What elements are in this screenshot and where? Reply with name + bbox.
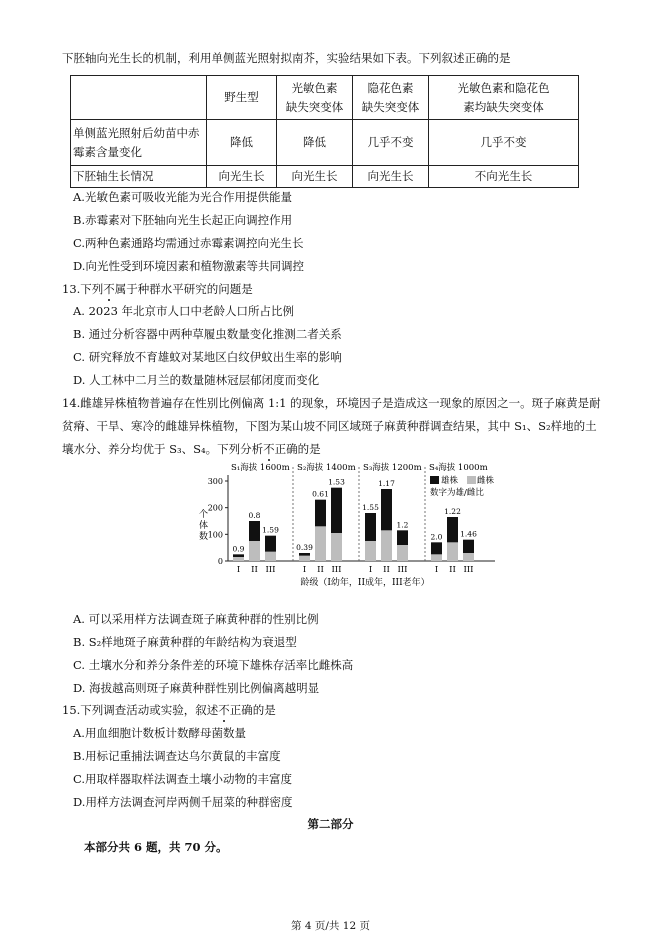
bar-male bbox=[365, 513, 376, 541]
q12-option-c: C.两种色素通路均需通过赤霉素调控向光生长 bbox=[73, 236, 304, 250]
population-chart bbox=[195, 461, 505, 589]
bar-male bbox=[431, 542, 442, 554]
bar-female bbox=[447, 542, 458, 561]
ratio-label: 2.0 bbox=[430, 532, 443, 542]
ratio-label: 0.61 bbox=[312, 489, 329, 499]
bar-male bbox=[397, 530, 408, 545]
bar-male bbox=[315, 500, 326, 527]
bar-female bbox=[397, 545, 408, 561]
bar-male bbox=[249, 521, 260, 541]
table-cell: 光敏色素和隐花色 素均缺失突变体 bbox=[429, 76, 579, 120]
x-tick-label: II bbox=[383, 565, 390, 575]
bar-male bbox=[447, 517, 458, 542]
q15-option-a: A.用血细胞计数板计数酵母菌数量 bbox=[73, 726, 246, 740]
ratio-label: 1.59 bbox=[262, 525, 279, 535]
q14-option-a: A. 可以采用样方法调查斑子麻黄种群的性别比例 bbox=[73, 612, 319, 626]
x-tick-label: I bbox=[434, 565, 439, 575]
q15-option-b: B.用标记重捕法调查达乌尔黄鼠的丰富度 bbox=[73, 749, 281, 763]
y-axis-label: 体 bbox=[199, 521, 209, 531]
ratio-label: 1.17 bbox=[378, 479, 395, 488]
bar-male bbox=[233, 554, 244, 557]
table-cell: 光敏色素 缺失突变体 bbox=[277, 76, 353, 120]
legend-female-label: 雌株 bbox=[477, 476, 495, 486]
bar-female bbox=[331, 533, 342, 561]
bar-female bbox=[381, 530, 392, 561]
q12-option-b: B.赤霉素对下胚轴向光生长起正向调控作用 bbox=[73, 213, 293, 227]
table-row bbox=[71, 76, 579, 120]
ratio-label: 1.55 bbox=[362, 503, 379, 512]
q12-option-a: A.光敏色素可吸收光能为光合作用提供能量 bbox=[73, 190, 292, 204]
ratio-label: 1.53 bbox=[328, 477, 345, 487]
group-label: S₄海拔 1000m bbox=[429, 463, 488, 473]
bar-female bbox=[265, 552, 276, 561]
q14-stem-line1: 14.雌雄异株植物普遍存在性别比例偏离 1:1 的现象，环境因子是造成这一现象的原因之一。斑子麻黄是耐 bbox=[62, 396, 601, 410]
y-tick-label: 200 bbox=[207, 503, 223, 513]
x-tick-label: I bbox=[236, 565, 241, 575]
legend-male-label: 雄株 bbox=[441, 476, 459, 486]
bar-female bbox=[233, 557, 244, 561]
bar-male bbox=[265, 536, 276, 552]
table-row bbox=[71, 166, 579, 188]
ratio-label: 0.9 bbox=[232, 544, 245, 554]
y-tick-label: 0 bbox=[217, 557, 223, 566]
bar-female bbox=[463, 553, 474, 561]
table-cell: 降低 bbox=[207, 120, 277, 166]
legend-male-swatch bbox=[430, 476, 439, 484]
q13-option-d: D. 人工林中二月兰的数量随林冠层郁闭度而变化 bbox=[73, 373, 320, 387]
table-cell bbox=[71, 76, 207, 120]
q15-option-d: D.用样方法调查河岸两侧千屈菜的种群密度 bbox=[73, 795, 293, 809]
group-label: S₁海拔 1600m bbox=[231, 463, 290, 473]
x-tick-label: III bbox=[463, 565, 474, 575]
x-tick-label: II bbox=[251, 565, 258, 575]
table-cell: 向光生长 bbox=[207, 166, 277, 188]
page-footer: 第 4 页/共 12 页 bbox=[291, 920, 370, 932]
q15-option-c: C.用取样器取样法调查土壤小动物的丰富度 bbox=[73, 772, 293, 786]
table-cell: 几乎不变 bbox=[429, 120, 579, 166]
ratio-label: 0.8 bbox=[248, 511, 261, 520]
ratio-label: 1.2 bbox=[396, 520, 409, 530]
bar-female bbox=[299, 556, 310, 561]
table-cell: 单侧蓝光照射后幼苗中赤 霉素含量变化 bbox=[71, 120, 207, 166]
intro-text: 下胚轴向光生长的机制，利用单侧蓝光照射拟南芥，实验结果如下表。下列叙述正确的是 bbox=[62, 51, 511, 65]
y-tick-label: 100 bbox=[207, 530, 223, 540]
results-table bbox=[70, 75, 579, 188]
table-cell: 隐花色素 缺失突变体 bbox=[353, 76, 429, 120]
ratio-label: 1.46 bbox=[460, 529, 477, 539]
x-tick-label: I bbox=[368, 565, 373, 575]
ratio-label: 0.39 bbox=[296, 543, 313, 552]
table-cell: 向光生长 bbox=[277, 166, 353, 188]
table-cell: 不向光生长 bbox=[429, 166, 579, 188]
bar-male bbox=[299, 553, 310, 556]
q15-stem: 15.下列调查活动或实验，叙述不正确的是 bbox=[62, 703, 276, 717]
y-axis-label: 个 bbox=[199, 510, 209, 520]
bar-male bbox=[381, 489, 392, 530]
group-label: S₃海拔 1200m bbox=[363, 463, 422, 473]
y-tick-label: 300 bbox=[207, 477, 223, 486]
q13-option-b: B. 通过分析容器中两种草履虫数量变化推测二者关系 bbox=[73, 327, 342, 341]
x-tick-label: III bbox=[331, 565, 342, 575]
x-tick-label: II bbox=[449, 565, 456, 575]
x-tick-label: III bbox=[265, 565, 276, 575]
table-cell: 野生型 bbox=[207, 76, 277, 120]
q13-option-a: A. 2023 年北京市人口中老龄人口所占比例 bbox=[73, 304, 295, 318]
part2-title: 第二部分 bbox=[307, 817, 354, 831]
x-tick-label: III bbox=[397, 565, 408, 575]
bar-female bbox=[365, 541, 376, 561]
part2-desc: 本部分共 6 题，共 70 分。 bbox=[84, 840, 228, 854]
ratio-label: 1.22 bbox=[444, 507, 461, 516]
legend-note: 数字为雄/雌比 bbox=[430, 488, 484, 498]
x-tick-label: II bbox=[317, 565, 324, 575]
table-cell: 降低 bbox=[277, 120, 353, 166]
group-label: S₂海拔 1400m bbox=[297, 463, 356, 473]
table-cell: 向光生长 bbox=[353, 166, 429, 188]
q14-option-b: B. S₂样地斑子麻黄种群的年龄结构为衰退型 bbox=[73, 635, 297, 649]
legend-female-swatch bbox=[467, 476, 476, 484]
q14-option-d: D. 海拔越高则斑子麻黄种群性别比例偏离越明显 bbox=[73, 681, 320, 695]
bar-female bbox=[315, 526, 326, 561]
q14-stem-line3: 壤水分、养分均优于 S₃、S₄。下列分析不正确的是 bbox=[62, 442, 321, 456]
q14-option-c: C. 土壤水分和养分条件差的环境下雄株存活率比雌株高 bbox=[73, 658, 354, 672]
bar-female bbox=[249, 541, 260, 561]
q13-option-c: C. 研究释放不育雄蚊对某地区白纹伊蚊出生率的影响 bbox=[73, 350, 342, 364]
bar-female bbox=[431, 554, 442, 561]
table-cell: 几乎不变 bbox=[353, 120, 429, 166]
y-axis-label: 数 bbox=[199, 532, 209, 542]
table-cell: 下胚轴生长情况 bbox=[71, 166, 207, 188]
bar-male bbox=[331, 488, 342, 533]
q12-option-d: D.向光性受到环境因素和植物激素等共同调控 bbox=[73, 259, 304, 273]
table-row bbox=[71, 120, 579, 166]
x-tick-label: I bbox=[302, 565, 307, 575]
q14-stem-line2: 贫瘠、干旱、寒冷的雌雄异株植物，下图为某山坡不同区域斑子麻黄种群调查结果，其中 S₁、S₂样地的土 bbox=[62, 419, 597, 433]
x-axis-label: 龄级（I幼年，II成年，III老年） bbox=[300, 578, 430, 588]
bar-male bbox=[463, 540, 474, 553]
q13-stem: 13.下列不属于种群水平研究的问题是 bbox=[62, 282, 253, 296]
